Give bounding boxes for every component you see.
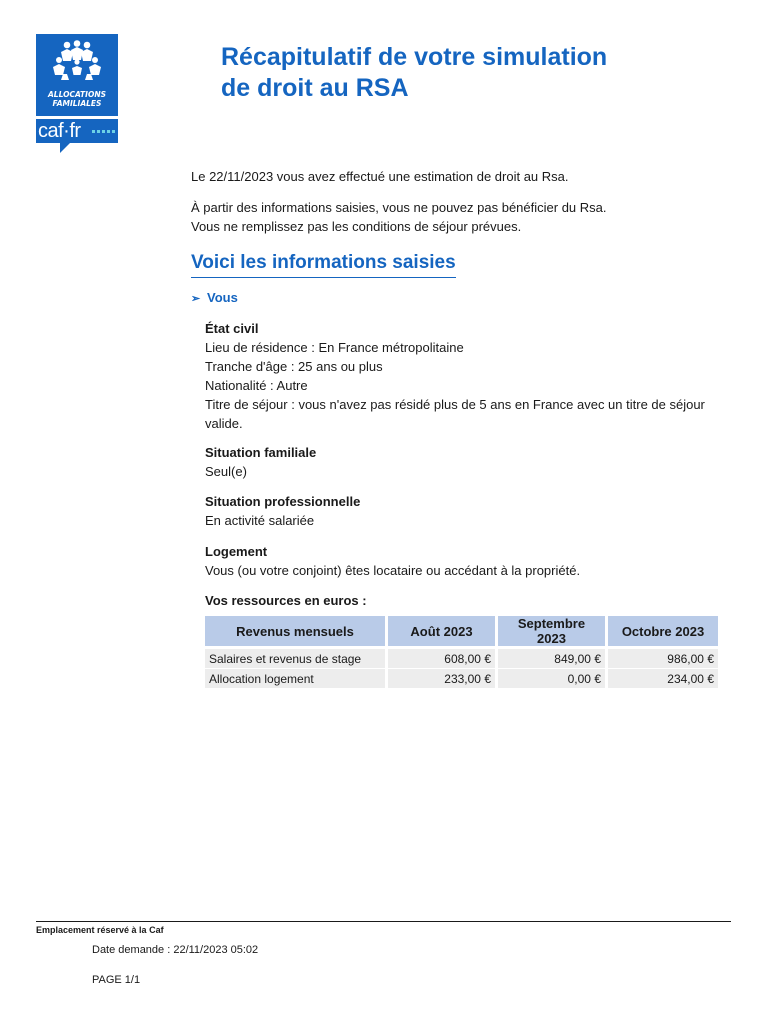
situation-professionnelle-block bbox=[205, 492, 715, 530]
situation-familiale-heading: Situation familiale bbox=[205, 445, 317, 460]
dotted-line-icon bbox=[92, 130, 116, 133]
logo-brand-line2: FAMILIALES bbox=[52, 99, 102, 108]
caf-fr-text: caf·fr bbox=[38, 120, 81, 142]
etat-civil-block bbox=[205, 319, 715, 433]
etat-civil-heading: État civil bbox=[205, 321, 259, 336]
age-line: Tranche d'âge : 25 ans ou plus bbox=[205, 359, 383, 374]
footer-divider bbox=[36, 921, 731, 922]
family-figures-icon bbox=[47, 40, 107, 90]
caf-fr-banner bbox=[36, 119, 118, 143]
situation-professionnelle-heading: Situation professionnelle bbox=[205, 494, 361, 509]
title-line1: Récapitulatif de votre simulation bbox=[221, 43, 608, 71]
situation-professionnelle-value: En activité salariée bbox=[205, 513, 315, 528]
table-cell: 849,00 € bbox=[498, 648, 605, 668]
table-header-row bbox=[205, 616, 718, 646]
table-cell: 234,00 € bbox=[608, 668, 718, 688]
footer-label: Emplacement réservé à la Caf bbox=[36, 925, 164, 935]
nationalite-line: Nationalité : Autre bbox=[205, 378, 308, 393]
result-line1: À partir des informations saisies, vous ne pouvez pas bénéficier du Rsa. bbox=[191, 200, 607, 215]
table-cell: 233,00 € bbox=[388, 668, 495, 688]
subsection-vous bbox=[191, 289, 238, 308]
residence-line: Lieu de résidence : En France métropolitaine bbox=[205, 340, 464, 355]
speech-tail-icon bbox=[60, 143, 70, 153]
title-line2: de droit au RSA bbox=[221, 74, 409, 102]
footer-date: Date demande : 22/11/2023 05:02 bbox=[92, 944, 259, 956]
result-line2: Vous ne remplissez pas les conditions de séjour prévues. bbox=[191, 219, 522, 234]
column-header: Septembre 2023 bbox=[498, 616, 605, 646]
table-cell: Allocation logement bbox=[205, 668, 385, 688]
titre-sejour-line: Titre de séjour : vous n'avez pas résidé plus de 5 ans en France avec un titre de séjour valide. bbox=[205, 397, 705, 431]
column-header: Août 2023 bbox=[388, 616, 495, 646]
ressources-heading: Vos ressources en euros : bbox=[205, 593, 367, 608]
table-cell: 608,00 € bbox=[388, 648, 495, 668]
logement-block bbox=[205, 542, 715, 580]
logement-heading: Logement bbox=[205, 544, 268, 559]
page-title bbox=[221, 42, 681, 104]
column-header: Revenus mensuels bbox=[205, 616, 385, 646]
subsection-label: Vous bbox=[207, 290, 238, 305]
table-row bbox=[205, 668, 718, 688]
section-title: Voici les informations saisies bbox=[191, 251, 456, 278]
logo-brand-line1: ALLOCATIONS bbox=[47, 90, 107, 99]
estimation-text: Le 22/11/2023 vous avez effectué une estimation de droit au Rsa. bbox=[191, 169, 569, 184]
ressources-table bbox=[202, 616, 721, 688]
logement-value: Vous (ou votre conjoint) êtes locataire ou accédant à la propriété. bbox=[205, 563, 581, 578]
arrow-bullet-icon: ➢ bbox=[191, 293, 201, 305]
table-cell: 986,00 € bbox=[608, 648, 718, 668]
situation-familiale-block bbox=[205, 443, 715, 481]
table-cell: 0,00 € bbox=[498, 668, 605, 688]
situation-familiale-value: Seul(e) bbox=[205, 464, 247, 479]
result-text bbox=[191, 198, 607, 236]
table-row bbox=[205, 648, 718, 668]
footer-page: PAGE 1/1 bbox=[92, 974, 141, 986]
column-header: Octobre 2023 bbox=[608, 616, 718, 646]
caf-logo bbox=[36, 34, 118, 153]
ressources-block bbox=[205, 591, 715, 610]
table-cell: Salaires et revenus de stage bbox=[205, 648, 385, 668]
allocations-familiales-emblem bbox=[36, 34, 118, 116]
